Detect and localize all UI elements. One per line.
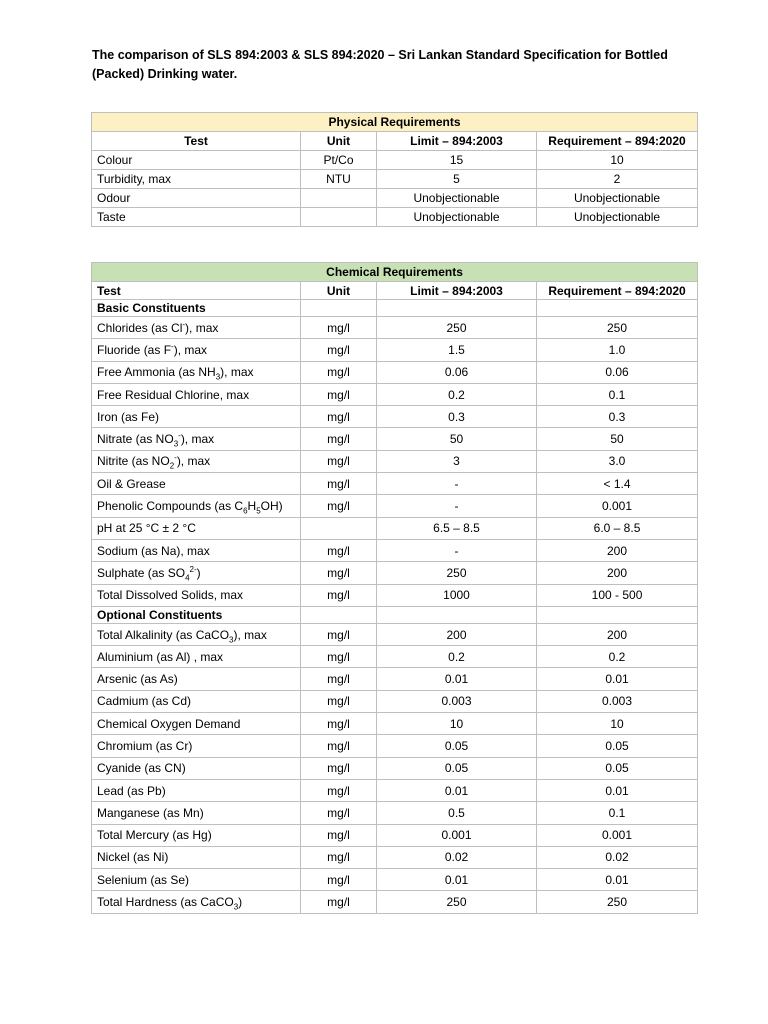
chemical-requirements-heading	[92, 263, 698, 282]
test-name-cell: Nitrate (as $NO_3^-$), max	[92, 428, 301, 450]
test-name-cell: Sulphate (as $SO_4^{2-}$)	[92, 562, 301, 584]
limit-2003-cell: 0.3	[377, 406, 537, 428]
unit-cell: mg/l	[301, 562, 377, 584]
requirement-2020-cell: 250	[537, 891, 698, 913]
test-name-cell: Iron (as Fe)	[92, 406, 301, 428]
test-name-cell: Nitrite (as $NO_2^-$), max	[92, 450, 301, 472]
requirement-2020-cell: 10	[537, 713, 698, 735]
column-header: Requirement – 894:2020	[537, 282, 698, 300]
unit-cell: mg/l	[301, 891, 377, 913]
limit-2003-cell: Unobjectionable	[377, 208, 537, 227]
test-name-cell: Selenium (as Se)	[92, 869, 301, 891]
column-header: Limit – 894:2003	[377, 132, 537, 151]
table-row	[92, 802, 698, 824]
test-name-cell: Arsenic (as As)	[92, 668, 301, 690]
unit-cell: mg/l	[301, 406, 377, 428]
unit-cell: mg/l	[301, 317, 377, 339]
requirement-2020-cell: 0.05	[537, 735, 698, 757]
requirement-2020-cell: 0.05	[537, 757, 698, 779]
test-name-cell: Aluminium (as Al) , max	[92, 646, 301, 668]
unit-cell	[301, 208, 377, 227]
test-name-cell: Manganese (as Mn)	[92, 802, 301, 824]
table-row	[92, 668, 698, 690]
table-row	[92, 735, 698, 757]
table-row	[92, 517, 698, 539]
limit-2003-cell: 250	[377, 562, 537, 584]
empty-cell	[377, 300, 537, 317]
requirement-2020-cell: 100 - 500	[537, 584, 698, 606]
limit-2003-cell: 0.01	[377, 779, 537, 801]
empty-cell	[301, 606, 377, 623]
table-row	[92, 623, 698, 645]
requirement-2020-cell: 0.001	[537, 824, 698, 846]
table-row	[92, 473, 698, 495]
empty-cell	[377, 606, 537, 623]
chemical-requirements-heading-cell: Chemical Requirements	[92, 263, 698, 282]
unit-cell: mg/l	[301, 383, 377, 405]
requirement-2020-cell: 200	[537, 562, 698, 584]
test-name-cell: Chemical Oxygen Demand	[92, 713, 301, 735]
limit-2003-cell: -	[377, 539, 537, 561]
requirement-2020-cell: 3.0	[537, 450, 698, 472]
table-row	[92, 170, 698, 189]
test-name-cell: pH at 25 °C ± 2 °C	[92, 517, 301, 539]
requirement-2020-cell: 0.01	[537, 668, 698, 690]
unit-cell: NTU	[301, 170, 377, 189]
unit-cell: mg/l	[301, 735, 377, 757]
unit-cell: mg/l	[301, 473, 377, 495]
table-row	[92, 428, 698, 450]
limit-2003-cell: -	[377, 495, 537, 517]
unit-cell: mg/l	[301, 339, 377, 361]
column-header: Test	[92, 132, 301, 151]
table-row	[92, 690, 698, 712]
limit-2003-cell: 50	[377, 428, 537, 450]
unit-cell: mg/l	[301, 779, 377, 801]
requirement-2020-cell: < 1.4	[537, 473, 698, 495]
requirement-2020-cell: 200	[537, 623, 698, 645]
limit-2003-cell: 1.5	[377, 339, 537, 361]
limit-2003-cell: 10	[377, 713, 537, 735]
header-row	[92, 282, 698, 300]
column-header: Limit – 894:2003	[377, 282, 537, 300]
test-name-cell: Fluoride (as F-), max	[92, 339, 301, 361]
table-row	[92, 562, 698, 584]
empty-cell	[537, 606, 698, 623]
test-name-cell: Sodium (as Na), max	[92, 539, 301, 561]
requirement-2020-cell: 0.3	[537, 406, 698, 428]
test-name-cell: Odour	[92, 189, 301, 208]
section-heading: Basic Constituents	[92, 300, 301, 317]
limit-2003-cell: 3	[377, 450, 537, 472]
requirement-2020-cell: 0.001	[537, 495, 698, 517]
limit-2003-cell: 250	[377, 891, 537, 913]
requirement-2020-cell: 2	[537, 170, 698, 189]
test-name-cell: Nickel (as Ni)	[92, 846, 301, 868]
test-name-cell: Total Hardness (as CaCO$_3$)	[92, 891, 301, 913]
requirement-2020-cell: 1.0	[537, 339, 698, 361]
table-row	[92, 713, 698, 735]
requirement-2020-cell: 6.0 – 8.5	[537, 517, 698, 539]
unit-cell: mg/l	[301, 713, 377, 735]
test-name-cell: Taste	[92, 208, 301, 227]
limit-2003-cell: 0.05	[377, 735, 537, 757]
table-row	[92, 339, 698, 361]
test-name-cell: Total Mercury (as Hg)	[92, 824, 301, 846]
unit-cell: mg/l	[301, 668, 377, 690]
limit-2003-cell: 0.2	[377, 646, 537, 668]
test-name-cell: Chlorides (as Cl-), max	[92, 317, 301, 339]
limit-2003-cell: 0.5	[377, 802, 537, 824]
limit-2003-cell: -	[377, 473, 537, 495]
table-row	[92, 539, 698, 561]
physical-requirements-table	[91, 112, 698, 227]
table-row	[92, 208, 698, 227]
limit-2003-cell: 0.001	[377, 824, 537, 846]
test-name-cell: Colour	[92, 151, 301, 170]
requirement-2020-cell: 0.1	[537, 802, 698, 824]
limit-2003-cell: 0.003	[377, 690, 537, 712]
unit-cell: mg/l	[301, 757, 377, 779]
test-name-cell: Cadmium (as Cd)	[92, 690, 301, 712]
table-row	[92, 383, 698, 405]
test-name-cell: Free Residual Chlorine, max	[92, 383, 301, 405]
test-name-cell: Total Dissolved Solids, max	[92, 584, 301, 606]
requirement-2020-cell: 0.06	[537, 361, 698, 383]
requirement-2020-cell: Unobjectionable	[537, 189, 698, 208]
table-row	[92, 757, 698, 779]
requirement-2020-cell: 0.1	[537, 383, 698, 405]
column-header: Unit	[301, 282, 377, 300]
requirement-2020-cell: 0.02	[537, 846, 698, 868]
column-header: Unit	[301, 132, 377, 151]
table-row	[92, 189, 698, 208]
test-name-cell: Oil & Grease	[92, 473, 301, 495]
test-name-cell: Turbidity, max	[92, 170, 301, 189]
limit-2003-cell: 200	[377, 623, 537, 645]
requirement-2020-cell: 10	[537, 151, 698, 170]
table-row	[92, 779, 698, 801]
table-row	[92, 584, 698, 606]
table-row	[92, 646, 698, 668]
limit-2003-cell: 6.5 – 8.5	[377, 517, 537, 539]
unit-cell: Pt/Co	[301, 151, 377, 170]
section-heading: Optional Constituents	[92, 606, 301, 623]
unit-cell: mg/l	[301, 584, 377, 606]
unit-cell: mg/l	[301, 428, 377, 450]
table-row	[92, 824, 698, 846]
limit-2003-cell: 0.02	[377, 846, 537, 868]
test-name-cell: Chromium (as Cr)	[92, 735, 301, 757]
requirement-2020-cell: 0.01	[537, 869, 698, 891]
table-row	[92, 450, 698, 472]
test-name-cell: Total Alkalinity (as CaCO$_3$), max	[92, 623, 301, 645]
limit-2003-cell: 1000	[377, 584, 537, 606]
requirement-2020-cell: 250	[537, 317, 698, 339]
limit-2003-cell: 15	[377, 151, 537, 170]
section-heading-row	[92, 300, 698, 317]
requirement-2020-cell: 0.01	[537, 779, 698, 801]
column-header: Requirement – 894:2020	[537, 132, 698, 151]
document-title: The comparison of SLS 894:2003 & SLS 894:2020 – Sri Lankan Standard Specification for Bottled (Packed) Drinking water.	[92, 48, 668, 81]
table-row	[92, 361, 698, 383]
table-row	[92, 891, 698, 913]
unit-cell: mg/l	[301, 646, 377, 668]
requirement-2020-cell: 0.003	[537, 690, 698, 712]
limit-2003-cell: 0.01	[377, 668, 537, 690]
table-row	[92, 495, 698, 517]
limit-2003-cell: 5	[377, 170, 537, 189]
requirement-2020-cell: 0.2	[537, 646, 698, 668]
test-name-cell: Cyanide (as CN)	[92, 757, 301, 779]
section-heading-row	[92, 606, 698, 623]
test-name-cell: Free Ammonia (as $NH_3$), max	[92, 361, 301, 383]
unit-cell: mg/l	[301, 869, 377, 891]
unit-cell: mg/l	[301, 495, 377, 517]
column-header: Test	[92, 282, 301, 300]
table-row	[92, 846, 698, 868]
limit-2003-cell: 0.05	[377, 757, 537, 779]
physical-requirements-heading-cell: Physical Requirements	[92, 113, 698, 132]
table-row	[92, 406, 698, 428]
requirement-2020-cell: 200	[537, 539, 698, 561]
unit-cell: mg/l	[301, 361, 377, 383]
limit-2003-cell: 0.2	[377, 383, 537, 405]
unit-cell: mg/l	[301, 623, 377, 645]
limit-2003-cell: 0.06	[377, 361, 537, 383]
unit-cell: mg/l	[301, 690, 377, 712]
requirement-2020-cell: 50	[537, 428, 698, 450]
empty-cell	[537, 300, 698, 317]
unit-cell: mg/l	[301, 846, 377, 868]
unit-cell: mg/l	[301, 539, 377, 561]
header-row	[92, 132, 698, 151]
unit-cell	[301, 189, 377, 208]
table-row	[92, 151, 698, 170]
limit-2003-cell: 0.01	[377, 869, 537, 891]
unit-cell: mg/l	[301, 450, 377, 472]
table-row	[92, 869, 698, 891]
empty-cell	[301, 300, 377, 317]
test-name-cell: Phenolic Compounds (as $C_6H_5OH$)	[92, 495, 301, 517]
unit-cell	[301, 517, 377, 539]
unit-cell: mg/l	[301, 824, 377, 846]
physical-requirements-heading	[92, 113, 698, 132]
limit-2003-cell: Unobjectionable	[377, 189, 537, 208]
chemical-requirements-table	[91, 262, 698, 914]
limit-2003-cell: 250	[377, 317, 537, 339]
table-row	[92, 317, 698, 339]
requirement-2020-cell: Unobjectionable	[537, 208, 698, 227]
test-name-cell: Lead (as Pb)	[92, 779, 301, 801]
unit-cell: mg/l	[301, 802, 377, 824]
